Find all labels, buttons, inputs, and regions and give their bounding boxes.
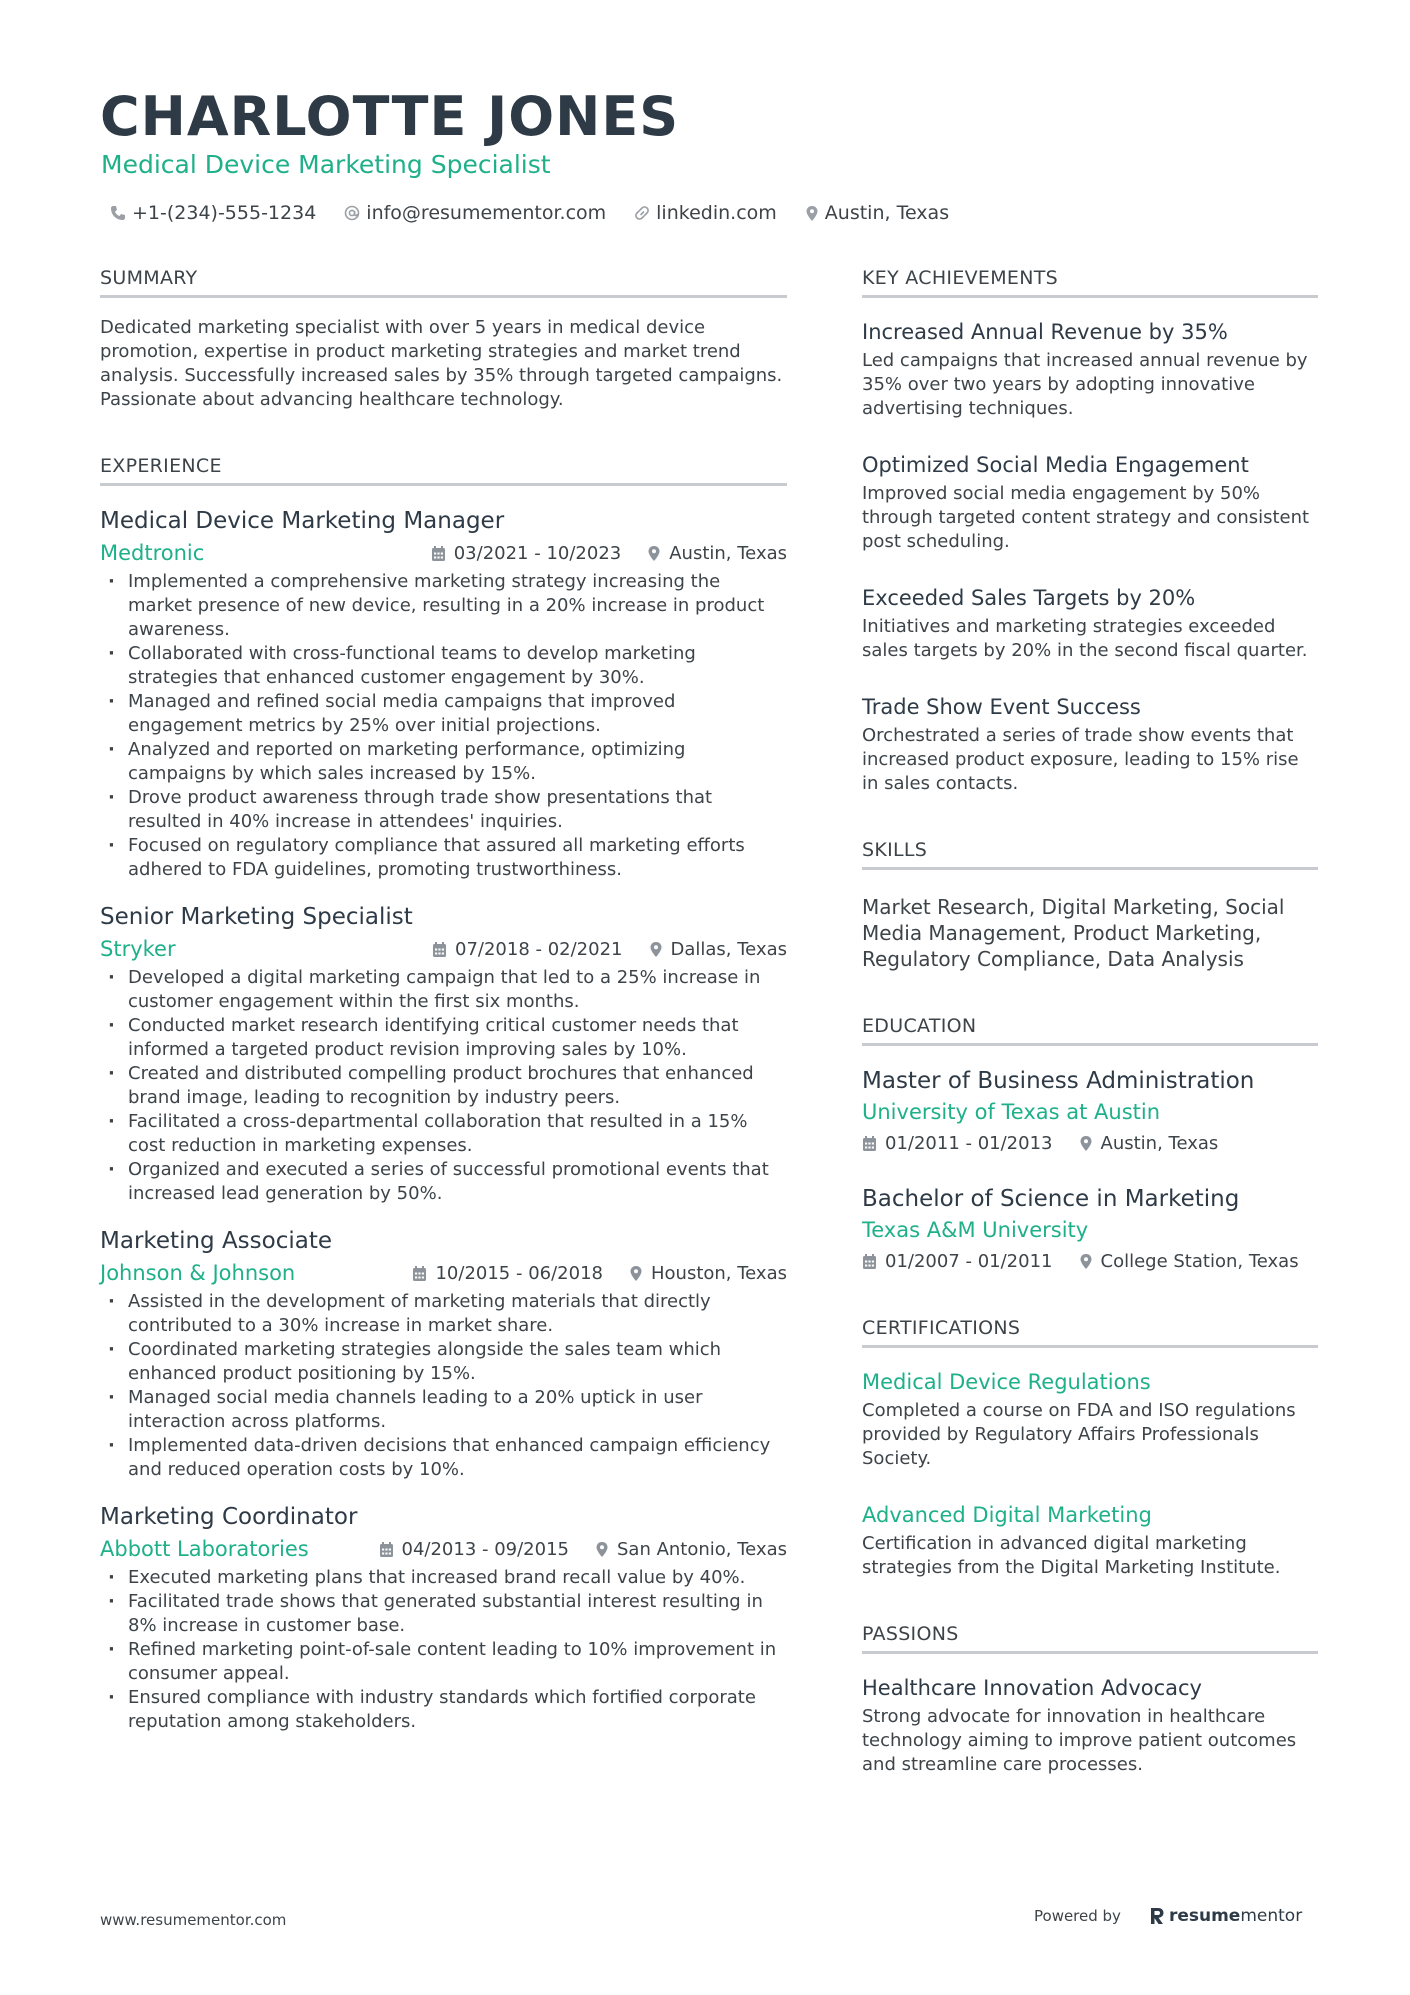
location-pin-icon bbox=[595, 1541, 609, 1558]
candidate-headline: Medical Device Marketing Specialist bbox=[101, 150, 551, 179]
achievement-title: Trade Show Event Success bbox=[862, 695, 1141, 719]
job-location-text: Houston, Texas bbox=[650, 1262, 787, 1284]
email-text: info@resumementor.com bbox=[366, 202, 607, 224]
achievement-desc: Initiatives and marketing strategies exceeded sales targets by 20% in the second fiscal quarter. bbox=[862, 616, 1308, 661]
summary-text: Dedicated marketing specialist with over 5 years in medical device promotion, expertise in product marketing strategies and market trend analysis. Successfully increased sales by 35% through targeted campaigns. Passionate about advancing healthcare technology. bbox=[100, 317, 783, 410]
job-bullet: · Organized and executed a series of successful promotional events that increased lead generation by 50%. bbox=[100, 1158, 787, 1206]
calendar-icon bbox=[432, 941, 447, 958]
achievement-item bbox=[862, 693, 1318, 796]
job-bullet: · Facilitated trade shows that generated substantial interest resulting in 8% increase in customer base. bbox=[100, 1590, 787, 1638]
certification-desc: Certification in advanced digital marketing strategies from the Digital Marketing Institute. bbox=[862, 1533, 1281, 1578]
job-bullets bbox=[100, 966, 787, 1206]
education-dates-text: 01/2011 - 01/2013 bbox=[885, 1132, 1053, 1154]
job-bullet: · Executed marketing plans that increased brand recall value by 40%. bbox=[100, 1566, 787, 1590]
location-pin-icon bbox=[647, 545, 661, 562]
job-dates bbox=[379, 1539, 570, 1560]
job-dates bbox=[432, 939, 623, 960]
job-bullets bbox=[100, 1290, 787, 1482]
education-location-text: Austin, Texas bbox=[1100, 1132, 1219, 1154]
skills-text: Market Research, Digital Marketing, Social Media Management, Product Marketing, Regulatory Compliance, Data Analysis bbox=[862, 895, 1285, 971]
achievement-item bbox=[862, 318, 1318, 421]
certifications-list bbox=[862, 1368, 1318, 1580]
job-bullet: · Facilitated a cross-departmental collaboration that resulted in a 15% cost reduction in marketing expenses. bbox=[100, 1110, 787, 1158]
education-degree: Bachelor of Science in Marketing bbox=[862, 1186, 1240, 1212]
job-bullet: · Managed and refined social media campaigns that improved engagement metrics by 25% over initial projections. bbox=[100, 690, 787, 738]
achievement-desc: Improved social media engagement by 50% through targeted content strategy and consistent post scheduling. bbox=[862, 483, 1310, 552]
job-meta bbox=[100, 1259, 787, 1287]
job-details bbox=[432, 939, 787, 960]
education-heading: EDUCATION bbox=[862, 1014, 1318, 1046]
linkedin-text: linkedin.com bbox=[656, 202, 777, 224]
location-pin-icon bbox=[1079, 1135, 1093, 1152]
contact-phone bbox=[110, 202, 316, 224]
phone-icon bbox=[110, 205, 126, 221]
job-entry bbox=[100, 902, 787, 1206]
job-company: Abbott Laboratories bbox=[100, 1537, 309, 1561]
certifications-heading: CERTIFICATIONS bbox=[862, 1316, 1318, 1348]
passions-list bbox=[862, 1674, 1318, 1777]
powered-by-label: Powered by bbox=[1034, 1907, 1121, 1925]
certification-title: Advanced Digital Marketing bbox=[862, 1503, 1152, 1527]
education-meta bbox=[862, 1130, 1318, 1156]
location-pin-icon bbox=[805, 205, 819, 222]
job-title: Marketing Coordinator bbox=[100, 1504, 358, 1530]
location-text: Austin, Texas bbox=[824, 202, 950, 224]
location-pin-icon bbox=[1079, 1253, 1093, 1270]
job-bullet: · Analyzed and reported on marketing performance, optimizing campaigns by which sales increased by 15%. bbox=[100, 738, 787, 786]
passion-desc: Strong advocate for innovation in healthcare technology aiming to improve patient outcomes and streamline care processes. bbox=[862, 1706, 1297, 1775]
calendar-icon bbox=[379, 1541, 394, 1558]
education-dates-text: 01/2007 - 01/2011 bbox=[885, 1250, 1053, 1272]
job-location-text: San Antonio, Texas bbox=[617, 1538, 787, 1560]
education-dates bbox=[862, 1133, 1053, 1154]
job-dates bbox=[431, 543, 622, 564]
job-location bbox=[649, 939, 788, 960]
footer-brand bbox=[1034, 1906, 1302, 1926]
right-column bbox=[862, 266, 1318, 1777]
job-meta bbox=[100, 539, 787, 567]
job-title: Marketing Associate bbox=[100, 1228, 333, 1254]
job-bullet: · Developed a digital marketing campaign that led to a 25% increase in customer engagement within the first six months. bbox=[100, 966, 787, 1014]
education-item bbox=[862, 1184, 1318, 1274]
achievement-title: Exceeded Sales Targets by 20% bbox=[862, 586, 1196, 610]
passions-heading: PASSIONS bbox=[862, 1622, 1318, 1654]
education-school: Texas A&M University bbox=[862, 1218, 1089, 1242]
job-dates-text: 04/2013 - 09/2015 bbox=[401, 1538, 569, 1560]
education-dates bbox=[862, 1251, 1053, 1272]
certification-item bbox=[862, 1368, 1318, 1471]
summary-heading: SUMMARY bbox=[100, 266, 787, 298]
experience-heading: EXPERIENCE bbox=[100, 454, 787, 486]
job-location bbox=[595, 1539, 787, 1560]
achievement-desc: Orchestrated a series of trade show events that increased product exposure, leading to 15% rise in sales contacts. bbox=[862, 725, 1299, 794]
job-dates-text: 07/2018 - 02/2021 bbox=[455, 938, 623, 960]
achievement-item bbox=[862, 451, 1318, 554]
education-school: University of Texas at Austin bbox=[862, 1100, 1161, 1124]
achievement-item bbox=[862, 584, 1318, 663]
left-column bbox=[100, 266, 787, 1734]
job-location bbox=[647, 543, 787, 564]
job-bullet: · Refined marketing point-of-sale content leading to 10% improvement in consumer appeal. bbox=[100, 1638, 787, 1686]
education-location bbox=[1079, 1133, 1219, 1154]
education-location bbox=[1079, 1251, 1299, 1272]
calendar-icon bbox=[412, 1265, 427, 1282]
certification-item bbox=[862, 1501, 1318, 1580]
footer-website[interactable]: www.resumementor.com bbox=[100, 1911, 287, 1929]
calendar-icon bbox=[431, 545, 446, 562]
location-pin-icon bbox=[649, 941, 663, 958]
job-entry bbox=[100, 506, 787, 882]
job-location-text: Austin, Texas bbox=[669, 542, 787, 564]
candidate-name: CHARLOTTE JONES bbox=[100, 85, 680, 148]
passion-title: Healthcare Innovation Advocacy bbox=[862, 1676, 1202, 1700]
job-details bbox=[379, 1539, 788, 1560]
education-degree: Master of Business Administration bbox=[862, 1068, 1255, 1094]
job-bullet: · Coordinated marketing strategies alongside the sales team which enhanced product positioning by 15%. bbox=[100, 1338, 787, 1386]
achievements-heading: KEY ACHIEVEMENTS bbox=[862, 266, 1318, 298]
job-dates bbox=[412, 1263, 603, 1284]
job-bullet: · Implemented a comprehensive marketing strategy increasing the market presence of new device, resulting in a 20% increase in product awareness. bbox=[100, 570, 787, 642]
skills-heading: SKILLS bbox=[862, 838, 1318, 870]
education-location-text: College Station, Texas bbox=[1100, 1250, 1299, 1272]
link-icon bbox=[634, 205, 650, 221]
job-bullet: · Managed social media channels leading to a 20% uptick in user interaction across platforms. bbox=[100, 1386, 787, 1434]
job-details bbox=[431, 543, 787, 564]
at-icon bbox=[344, 205, 360, 221]
education-meta bbox=[862, 1248, 1318, 1274]
calendar-icon bbox=[862, 1253, 877, 1270]
contact-bar bbox=[110, 200, 977, 226]
certification-desc: Completed a course on FDA and ISO regulations provided by Regulatory Affairs Professionals Society. bbox=[862, 1400, 1296, 1469]
job-bullet: · Drove product awareness through trade show presentations that resulted in 40% increase in attendees' inquiries. bbox=[100, 786, 787, 834]
location-pin-icon bbox=[629, 1265, 643, 1282]
job-entry bbox=[100, 1226, 787, 1482]
contact-location bbox=[805, 202, 949, 224]
education-item bbox=[862, 1066, 1318, 1156]
brand-logo[interactable] bbox=[1149, 1906, 1302, 1926]
job-bullet: · Assisted in the development of marketing materials that directly contributed to a 30% increase in market share. bbox=[100, 1290, 787, 1338]
job-company: Stryker bbox=[100, 937, 176, 961]
job-title: Senior Marketing Specialist bbox=[100, 904, 413, 930]
calendar-icon bbox=[862, 1135, 877, 1152]
job-location bbox=[629, 1263, 787, 1284]
job-location-text: Dallas, Texas bbox=[670, 938, 787, 960]
phone-text: +1-(234)-555-1234 bbox=[132, 202, 317, 224]
achievements-list bbox=[862, 318, 1318, 796]
certification-title: Medical Device Regulations bbox=[862, 1370, 1151, 1394]
job-bullets bbox=[100, 570, 787, 882]
job-dates-text: 03/2021 - 10/2023 bbox=[453, 542, 622, 564]
brand-name-bold: resume bbox=[1168, 1906, 1241, 1926]
job-company: Johnson & Johnson bbox=[100, 1261, 296, 1285]
brand-mark-icon bbox=[1149, 1906, 1165, 1926]
achievement-title: Optimized Social Media Engagement bbox=[862, 453, 1249, 477]
experience-list bbox=[100, 506, 787, 1734]
job-meta bbox=[100, 935, 787, 963]
contact-email bbox=[344, 202, 606, 224]
passion-item bbox=[862, 1674, 1318, 1777]
job-bullet: · Collaborated with cross-functional teams to develop marketing strategies that enhanced customer engagement by 30%. bbox=[100, 642, 787, 690]
job-entry bbox=[100, 1502, 787, 1734]
job-bullet: · Ensured compliance with industry standards which fortified corporate reputation among stakeholders. bbox=[100, 1686, 787, 1734]
job-dates-text: 10/2015 - 06/2018 bbox=[435, 1262, 603, 1284]
job-bullet: · Implemented data-driven decisions that enhanced campaign efficiency and reduced operation costs by 10%. bbox=[100, 1434, 787, 1482]
contact-linkedin bbox=[634, 202, 777, 224]
job-bullet: · Conducted market research identifying critical customer needs that informed a targeted product revision improving sales by 10%. bbox=[100, 1014, 787, 1062]
job-bullet: · Created and distributed compelling product brochures that enhanced brand image, leading to recognition by industry peers. bbox=[100, 1062, 787, 1110]
job-meta bbox=[100, 1535, 787, 1563]
job-bullet: · Focused on regulatory compliance that assured all marketing efforts adhered to FDA guidelines, promoting trustworthiness. bbox=[100, 834, 787, 882]
job-details bbox=[412, 1263, 787, 1284]
achievement-title: Increased Annual Revenue by 35% bbox=[862, 320, 1228, 344]
job-bullets bbox=[100, 1566, 787, 1734]
job-company: Medtronic bbox=[100, 541, 205, 565]
achievement-desc: Led campaigns that increased annual revenue by 35% over two years by adopting innovative advertising techniques. bbox=[862, 350, 1308, 419]
brand-name-light: mentor bbox=[1240, 1906, 1303, 1926]
education-list bbox=[862, 1066, 1318, 1274]
job-title: Medical Device Marketing Manager bbox=[100, 508, 505, 534]
